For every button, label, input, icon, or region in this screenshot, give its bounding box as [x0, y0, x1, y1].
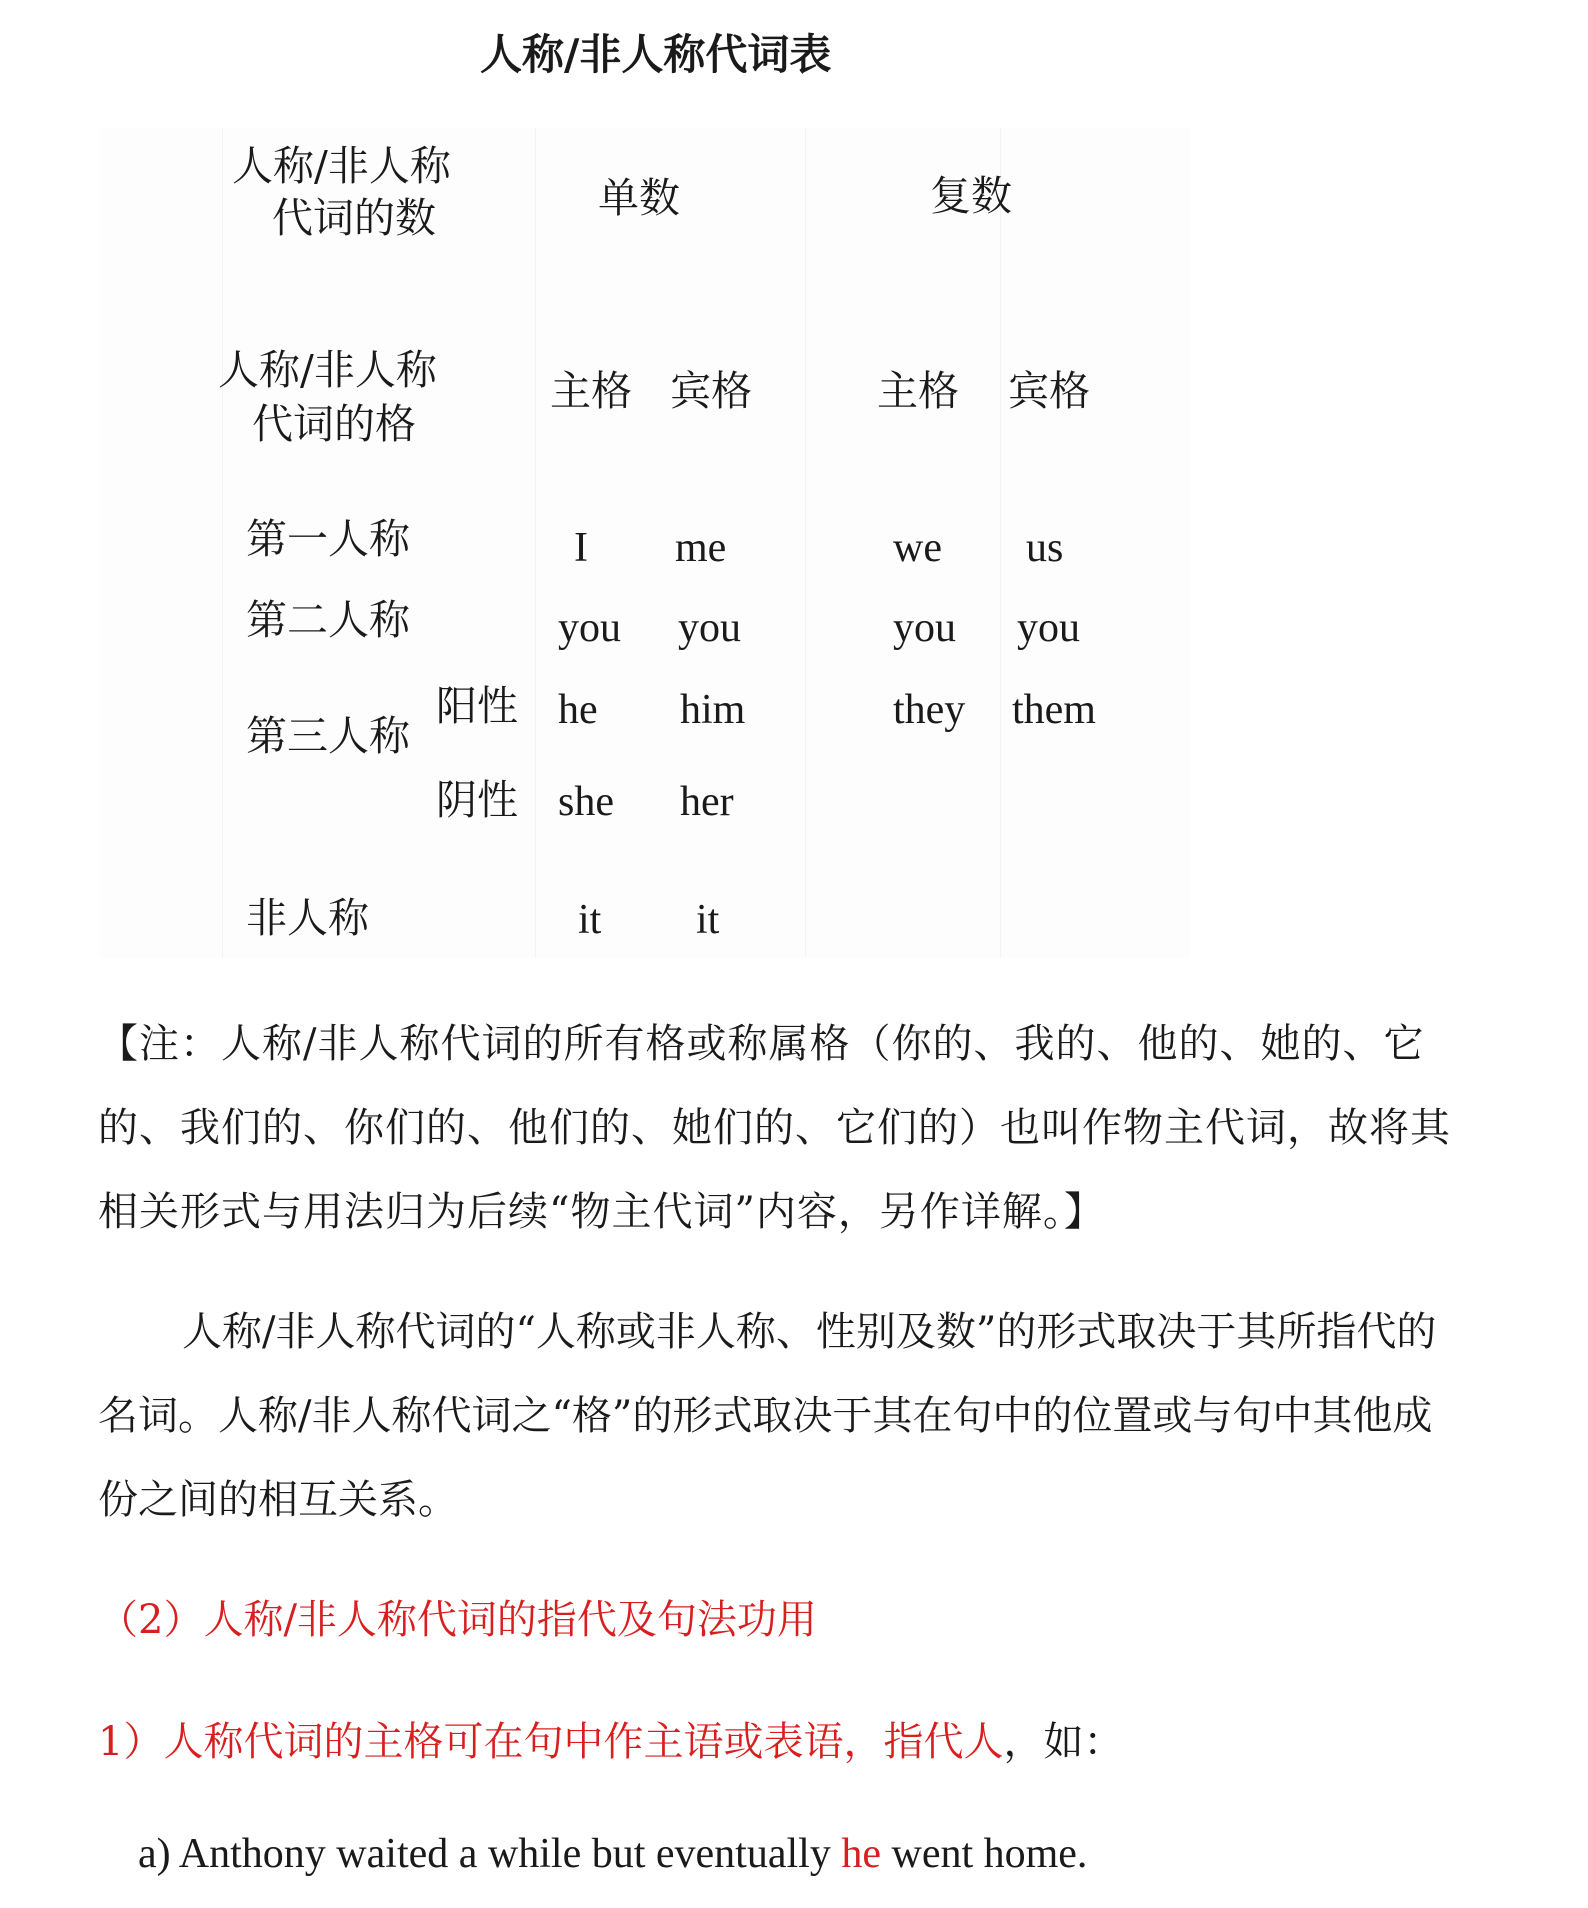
impersonal-label: 非人称 [246, 894, 369, 942]
singular-objective-header: 宾格 [670, 367, 752, 415]
example-text-end: went home. [880, 1831, 1088, 1877]
feminine-label: 阴性 [436, 776, 518, 824]
note-line: 【注：人称/非人称代词的所有格或称属格（你的、我的、他的、她的、它 [98, 1021, 1425, 1067]
masculine-label: 阳性 [436, 682, 518, 730]
number-header-line2: 代词的数 [272, 194, 436, 242]
first-person-label: 第一人称 [246, 515, 410, 563]
pronoun-cell: it [578, 897, 602, 943]
subsection-heading-tail: ，如： [1003, 1719, 1124, 1765]
case-header-line2: 代词的格 [252, 400, 416, 448]
singular-header: 单数 [598, 174, 680, 222]
table-gridline [535, 128, 536, 958]
singular-subjective-header: 主格 [550, 367, 632, 415]
plural-subjective-header: 主格 [877, 367, 959, 415]
pronoun-cell: they [893, 687, 966, 733]
third-person-label: 第三人称 [246, 712, 410, 760]
pronoun-cell: us [1026, 525, 1064, 571]
pronoun-cell: her [680, 779, 734, 825]
note-line: 的、我们的、你们的、他们的、她们的、它们的）也叫作物主代词，故将其 [98, 1105, 1451, 1151]
table-gridline [222, 128, 223, 958]
table-gridline [805, 128, 806, 958]
example-sentence [138, 1830, 1087, 1878]
pronoun-cell: them [1012, 687, 1096, 733]
pronoun-cell: she [558, 779, 614, 825]
pronoun-cell: you [678, 605, 741, 651]
paragraph-line: 人称/非人称代词的“人称或非人称、性别及数”的形式取决于其所指代的 [182, 1309, 1437, 1355]
plural-objective-header: 宾格 [1008, 367, 1090, 415]
note-line: 相关形式与用法归为后续“物主代词”内容，另作详解。】 [98, 1189, 1105, 1235]
second-person-label: 第二人称 [246, 596, 410, 644]
paragraph-line: 份之间的相互关系。 [98, 1477, 458, 1523]
example-highlight: he [841, 1831, 881, 1877]
number-header-line1: 人称/非人称 [232, 142, 451, 190]
paragraph-line: 名词。人称/非人称代词之“格”的形式取决于其在句中的位置或与句中其他成 [98, 1393, 1433, 1439]
pronoun-cell: I [574, 525, 588, 571]
subsection-heading [98, 1710, 1123, 1767]
pronoun-cell: he [558, 687, 598, 733]
pronoun-cell: me [675, 525, 727, 571]
section-heading: （2）人称/非人称代词的指代及句法功用 [98, 1597, 817, 1643]
pronoun-cell: it [696, 897, 720, 943]
page-title: 人称/非人称代词表 [480, 30, 832, 79]
pronoun-cell: you [893, 605, 956, 651]
pronoun-cell: you [1017, 605, 1080, 651]
example-text: a) Anthony waited a while but eventually [138, 1831, 842, 1877]
table-gridline [1000, 128, 1001, 958]
subsection-heading-red: 1）人称代词的主格可在句中作主语或表语，指代人 [98, 1719, 1004, 1765]
pronoun-cell: him [680, 687, 746, 733]
pronoun-cell: you [558, 605, 621, 651]
pronoun-cell: we [893, 525, 942, 571]
case-header-line1: 人称/非人称 [218, 346, 437, 394]
plural-header: 复数 [930, 172, 1012, 220]
